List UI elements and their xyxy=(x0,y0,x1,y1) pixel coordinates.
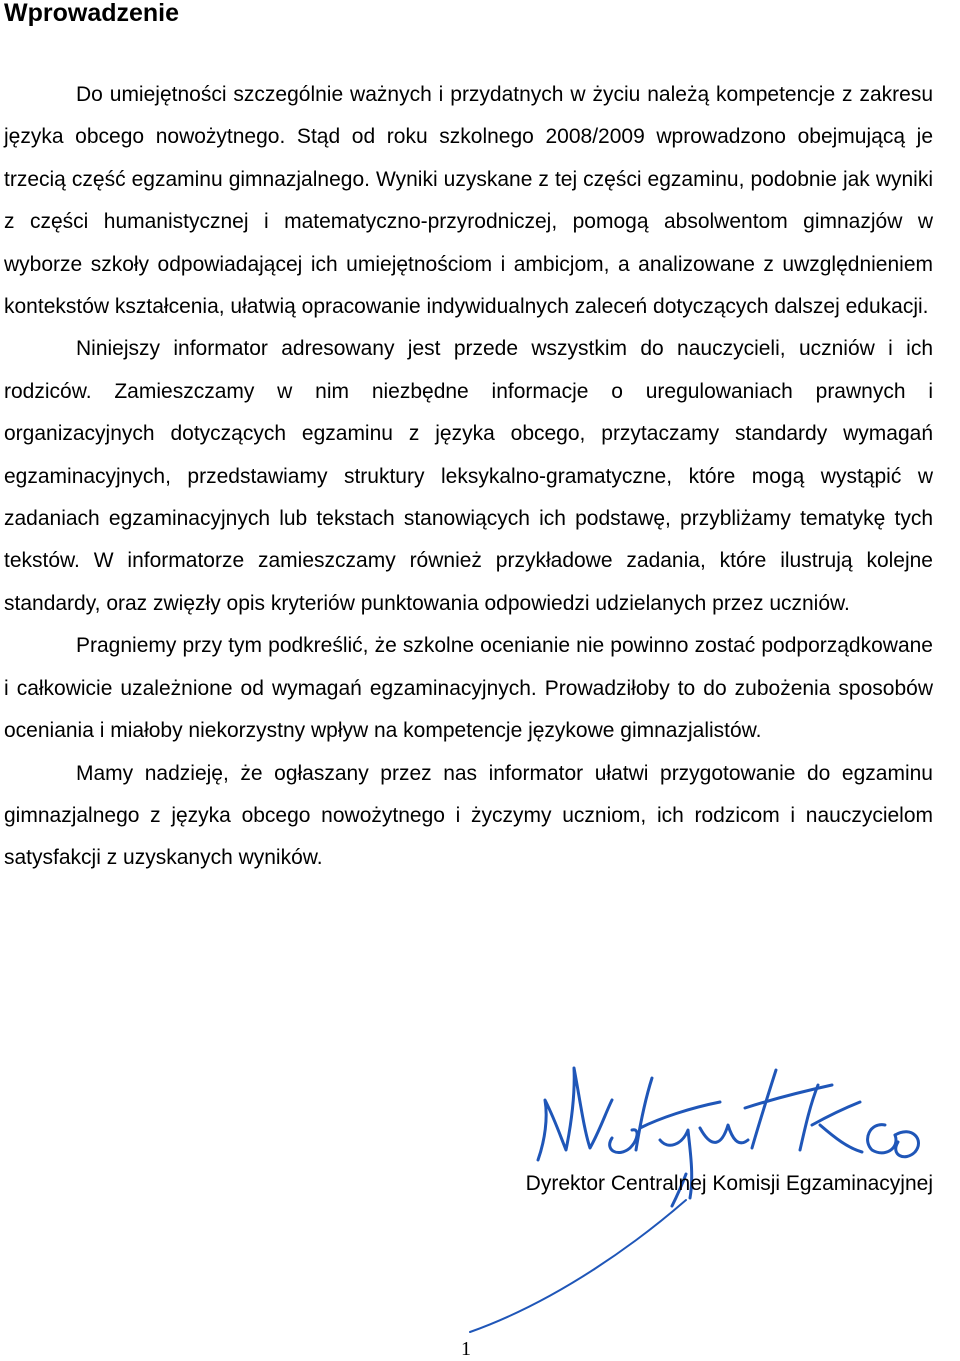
paragraph: Mamy nadzieję, że ogłaszany przez nas informator ułatwi przygotowanie do egzaminu gimnazjalnego z języka obcego nowożytnego i życzymy uczniom, ich rodzicom i nauczycielom satysfakcji z uzyskanych wyników. xyxy=(4,761,933,870)
body-text xyxy=(4,74,933,880)
paragraph: Do umiejętności szczególnie ważnych i przydatnych w życiu należą kompetencje z zakresu języka obcego nowożytnego. Stąd od roku szkolnego 2008/2009 wprowadzono obejmującą je trzecią część egzaminu gimnazjalnego. Wyniki uzyskane z tej części egzaminu, podobnie jak wyniki z części humanistycznej i matematyczno-przyrodniczej, pomogą absolwentom gimnazjów w wyborze szkoły odpowiadającej ich umiejętnościom i ambicjom, a analizowane z uwzględnieniem kontekstów kształcenia, ułatwią opracowanie indywidualnych zaleceń dotyczących dalszej edukacji. xyxy=(4,83,933,319)
page-heading: Wprowadzenie xyxy=(4,0,180,27)
page-number: 1 xyxy=(461,1338,471,1360)
paragraph: Pragniemy przy tym podkreślić, że szkolne ocenianie nie powinno zostać podporządkowane i całkowicie uzależnione od wymagań egzaminacyjnych. Prowadziłoby to do zubożenia sposobów oceniania i miałoby niekorzystny wpływ na kompetencje językowe gimnazjalistów. xyxy=(4,634,933,743)
signature-caption: Dyrektor Centralnej Komisji Egzaminacyjnej xyxy=(525,1172,933,1195)
paragraph: Niniejszy informator adresowany jest przede wszystkim do nauczycieli, uczniów i ich rodziców. Zamieszczamy w nim niezbędne informacje o uregulowaniach prawnych i organizacyjnych dotyczących egzaminu z języka obcego, przytaczamy standardy wymagań egzaminacyjnych, przedstawiamy struktury leksykalno-gramatyczne, które mogą wystąpić w zadaniach egzaminacyjnych lub tekstach stanowiących ich podstawę, przybliżamy tematykę tych tekstów. W informatorze zamieszczamy również przykładowe zadania, które ilustrują kolejne standardy, oraz zwięzły opis kryteriów punktowania odpowiedzi udzielanych przez uczniów. xyxy=(4,337,933,615)
